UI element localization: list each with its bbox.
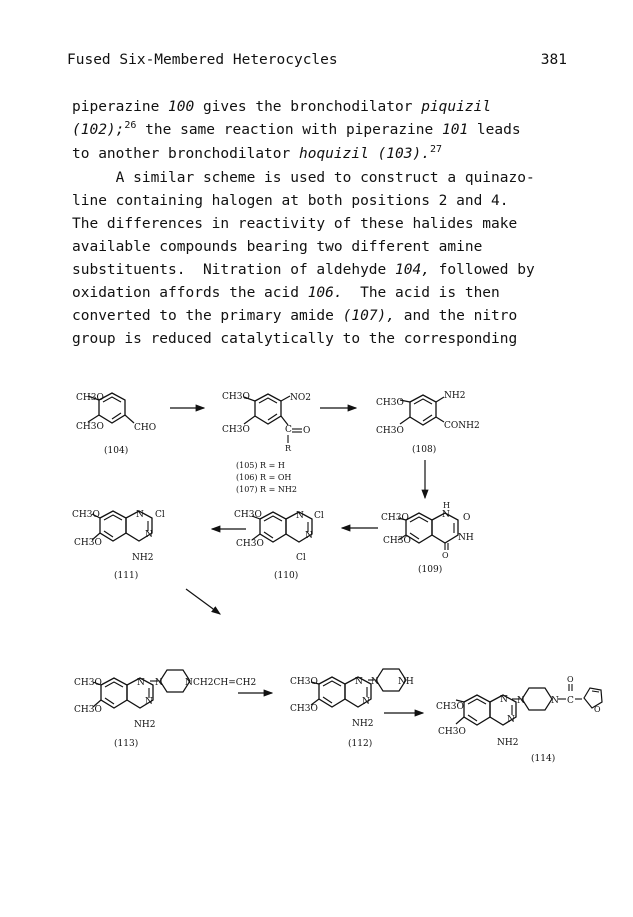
svg-text:NH2: NH2 [444, 391, 466, 401]
svg-text:N: N [362, 697, 370, 707]
svg-text:CH3O: CH3O [74, 705, 102, 715]
svg-text:NH: NH [398, 677, 414, 687]
svg-text:CH3O: CH3O [383, 536, 411, 546]
svg-text:N: N [305, 531, 313, 541]
label-104: (104) [104, 446, 129, 456]
svg-text:O: O [567, 675, 574, 684]
svg-text:NH2: NH2 [497, 738, 519, 748]
svg-text:N: N [355, 677, 363, 687]
svg-text:CH3O: CH3O [381, 513, 409, 523]
svg-text:R: R [285, 444, 292, 453]
svg-text:N: N [551, 696, 559, 706]
svg-text:CH3O: CH3O [76, 422, 104, 432]
svg-text:CH3O: CH3O [74, 678, 102, 688]
svg-text:CH3O: CH3O [72, 510, 100, 520]
label-110: (110) [274, 571, 299, 581]
svg-text:NH: NH [458, 533, 474, 543]
svg-text:CHO: CHO [134, 423, 157, 433]
running-title: Fused Six-Membered Heterocycles [67, 52, 338, 68]
svg-text:CH3O: CH3O [74, 538, 102, 548]
label-105: (105) R = H [236, 461, 285, 470]
text-line-3: to another bronchodilator hoquizil (103).$^{27}$ [72, 144, 442, 162]
label-114: (114) [531, 754, 556, 764]
page-number: 381 [540, 52, 567, 68]
svg-text:CH3O: CH3O [222, 425, 250, 435]
svg-text:N: N [296, 511, 304, 521]
svg-text:C: C [567, 696, 574, 706]
svg-text:CH3O: CH3O [234, 510, 262, 520]
svg-text:O: O [463, 513, 471, 523]
label-112: (112) [348, 739, 373, 749]
compound-113 [74, 670, 256, 749]
compound-108 [376, 391, 480, 455]
svg-text:CH3O: CH3O [236, 539, 264, 549]
svg-text:NO2: NO2 [290, 393, 311, 403]
svg-text:CH3O: CH3O [76, 393, 104, 403]
svg-text:N: N [155, 678, 163, 688]
text-line-10: converted to the primary amide (107), and the nitro [72, 308, 518, 324]
compound-114 [436, 675, 602, 764]
svg-text:CH3O: CH3O [290, 704, 318, 714]
svg-text:N: N [136, 510, 144, 520]
text-line-4: A similar scheme is used to construct a quinazo- [72, 170, 535, 186]
svg-text:N: N [371, 677, 379, 687]
svg-text:CH3O: CH3O [290, 677, 318, 687]
compound-109 [381, 501, 474, 575]
compound-111 [72, 510, 165, 581]
svg-text:N: N [500, 695, 508, 705]
label-109: (109) [418, 565, 443, 575]
svg-text:CH3O: CH3O [436, 702, 464, 712]
text-line-1: piperazine 100 gives the bronchodilator piquizil [72, 99, 492, 115]
svg-text:CH2CH=CH2: CH2CH=CH2 [193, 678, 257, 688]
svg-text:O: O [442, 551, 449, 560]
svg-text:N: N [145, 697, 153, 707]
svg-text:NH2: NH2 [132, 553, 154, 563]
text-line-6: The differences in reactivity of these halides make [72, 216, 518, 232]
svg-text:CH3O: CH3O [438, 727, 466, 737]
label-111: (111) [114, 571, 139, 581]
text-line-11: group is reduced catalytically to the corresponding [72, 331, 518, 347]
svg-text:CH3O: CH3O [376, 426, 404, 436]
svg-text:O: O [594, 705, 601, 714]
compound-112 [290, 669, 414, 749]
svg-text:H: H [443, 501, 450, 510]
text-line-9: oxidation affords the acid 106. The acid is then [72, 285, 500, 301]
svg-text:N: N [507, 715, 515, 725]
compound-104 [76, 393, 156, 456]
svg-text:N: N [137, 678, 145, 688]
text-line-8: substituents. Nitration of aldehyde 104, followed by [72, 262, 535, 278]
label-107: (107) R = NH2 [236, 485, 297, 494]
svg-text:N: N [517, 696, 525, 706]
svg-text:Cl: Cl [155, 510, 165, 520]
arrow-111-112 [186, 589, 220, 614]
svg-text:O: O [303, 426, 311, 436]
svg-text:N: N [442, 510, 450, 520]
text-line-7: available compounds bearing two different amine [72, 239, 483, 255]
label-113: (113) [114, 739, 139, 749]
svg-text:Cl: Cl [314, 511, 324, 521]
svg-text:N: N [145, 530, 153, 540]
svg-text:NH2: NH2 [134, 720, 156, 730]
svg-text:Cl: Cl [296, 553, 306, 563]
label-108: (108) [412, 445, 437, 455]
label-106: (106) R = OH [236, 473, 292, 482]
svg-text:CH3O: CH3O [376, 398, 404, 408]
svg-text:NH2: NH2 [352, 719, 374, 729]
compound-110 [234, 510, 324, 581]
compound-105-107 [222, 392, 311, 494]
text-line-5: line containing halogen at both positions 2 and 4. [72, 193, 509, 209]
svg-text:N: N [185, 678, 193, 688]
svg-text:CH3O: CH3O [222, 392, 250, 402]
svg-text:C: C [285, 425, 292, 435]
text-line-2: (102);$^{26}$ the same reaction with piperazine 101 leads [72, 120, 521, 138]
svg-text:CONH2: CONH2 [444, 421, 480, 431]
